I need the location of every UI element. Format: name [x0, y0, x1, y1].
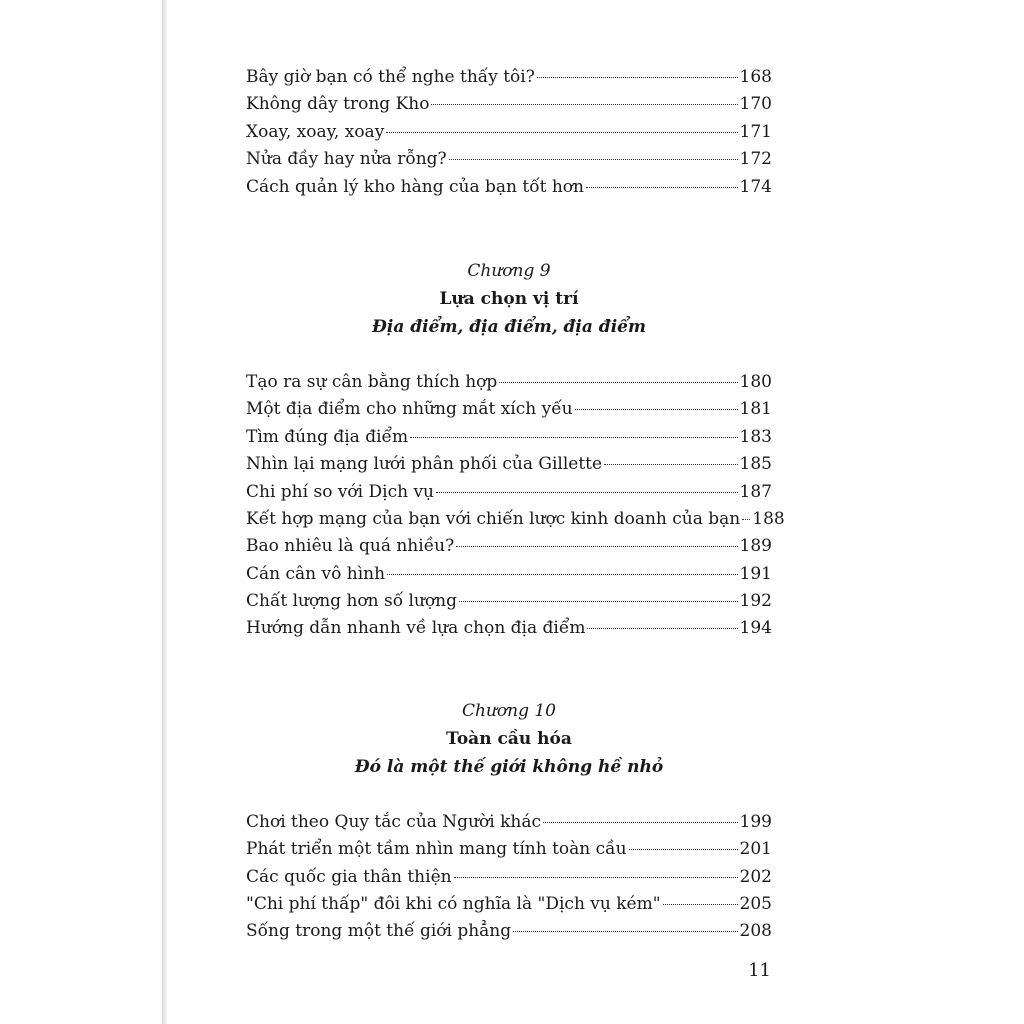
toc-leader-dots [587, 628, 737, 629]
toc-entry [246, 396, 772, 423]
toc-entry-page: 202 [739, 866, 772, 887]
toc-entry-page: 168 [739, 67, 772, 87]
table-of-contents [246, 64, 785, 946]
toc-entry-page: 172 [739, 149, 772, 170]
toc-leader-dots [387, 574, 738, 575]
toc-entry [246, 479, 772, 506]
toc-entry-page: 171 [739, 121, 772, 142]
toc-entry-title: Cán cân vô hình [246, 563, 386, 584]
toc-section-top [246, 64, 772, 201]
toc-entry [246, 891, 772, 918]
toc-entry [246, 91, 772, 118]
toc-entry-title: Phát triển một tầm nhìn mang tính toàn cầu [246, 839, 627, 860]
toc-leader-dots [436, 492, 738, 493]
toc-entry-title: Sống trong một thế giới phẳng [246, 921, 512, 942]
toc-leader-dots [459, 601, 738, 602]
toc-entry-title: Không dây trong Kho [246, 94, 430, 115]
toc-entry [246, 809, 772, 836]
toc-entry-title: Cách quản lý kho hàng của bạn tốt hơn [246, 176, 584, 197]
toc-entry-title: Tìm đúng địa điểm [246, 426, 409, 447]
toc-entry [246, 588, 772, 615]
toc-entry-page: 181 [739, 399, 772, 420]
toc-entry [246, 561, 772, 588]
toc-leader-dots [742, 519, 750, 520]
toc-entry-page: 174 [739, 176, 772, 197]
toc-entry [246, 146, 772, 173]
toc-entry-title: Bao nhiêu là quá nhiều? [246, 536, 455, 557]
toc-entry-title: Tạo ra sự cân bằng thích hợp [246, 371, 498, 392]
chapter-10-heading [246, 697, 772, 781]
toc-entry [246, 506, 785, 533]
toc-entry-page: 201 [739, 839, 772, 860]
toc-entry-title: Xoay, xoay, xoay [246, 121, 385, 142]
toc-entry-page: 199 [739, 811, 772, 832]
toc-entry [246, 369, 772, 396]
toc-entry [246, 64, 772, 91]
toc-entry [246, 174, 772, 201]
toc-entry-title: Kết hợp mạng của bạn với chiến lược kinh doanh của bạn [246, 508, 741, 529]
toc-entry-page: 180 [739, 371, 772, 392]
toc-entry-title: "Chi phí thấp" đôi khi có nghĩa là "Dịch vụ kém" [246, 894, 661, 915]
toc-entry-page: 170 [739, 94, 772, 115]
toc-leader-dots [543, 822, 738, 823]
toc-leader-dots [537, 77, 738, 78]
toc-entry [246, 119, 772, 146]
toc-entry-title: Nhìn lại mạng lưới phân phối của Gillette [246, 454, 603, 475]
toc-entry-page: 188 [752, 508, 785, 529]
chapter-subtitle: Đó là một thế giới không hề nhỏ [354, 756, 664, 777]
toc-leader-dots [499, 382, 737, 383]
toc-entry-page: 192 [739, 591, 772, 612]
toc-section-chapter-10 [246, 809, 772, 946]
toc-entry-title: Chơi theo Quy tắc của Người khác [246, 811, 541, 832]
toc-entry-title: Chất lượng hơn số lượng [246, 591, 457, 612]
toc-entry [246, 918, 772, 945]
toc-entry-title: Các quốc gia thân thiện [246, 866, 452, 887]
toc-leader-dots [513, 931, 737, 932]
chapter-number: Chương 9 [467, 260, 551, 281]
chapter-subtitle: Địa điểm, địa điểm, địa điểm [372, 316, 646, 337]
toc-entry-title: Một địa điểm cho những mắt xích yếu [246, 399, 573, 420]
chapter-title: Lựa chọn vị trí [439, 288, 579, 309]
toc-leader-dots [586, 187, 738, 188]
toc-entry-title: Nửa đầy hay nửa rỗng? [246, 149, 447, 170]
toc-entry-title: Bây giờ bạn có thể nghe thấy tôi? [246, 67, 535, 87]
toc-entry [246, 615, 772, 642]
toc-leader-dots [629, 849, 738, 850]
toc-entry-page: 183 [739, 426, 772, 447]
toc-leader-dots [456, 546, 737, 547]
toc-entry [246, 836, 772, 863]
toc-entry [246, 451, 772, 478]
toc-leader-dots [386, 132, 737, 133]
toc-entry-page: 194 [739, 618, 772, 639]
toc-entry-page: 187 [739, 481, 772, 502]
chapter-9-heading [246, 257, 772, 341]
toc-entry [246, 424, 772, 451]
toc-entry-page: 189 [739, 536, 772, 557]
toc-leader-dots [604, 464, 737, 465]
toc-entry-page: 191 [739, 563, 772, 584]
chapter-number: Chương 10 [461, 700, 556, 721]
toc-leader-dots [431, 104, 737, 105]
toc-entry [246, 864, 772, 891]
toc-leader-dots [449, 159, 738, 160]
toc-entry-page: 205 [739, 894, 772, 915]
toc-entry-page: 208 [739, 921, 772, 942]
toc-leader-dots [410, 437, 737, 438]
toc-section-chapter-9 [246, 369, 785, 643]
toc-leader-dots [454, 877, 738, 878]
toc-leader-dots [663, 904, 738, 905]
chapter-title: Toàn cầu hóa [446, 728, 572, 749]
toc-entry-title: Chi phí so với Dịch vụ [246, 481, 435, 502]
page-binding-edge [162, 0, 168, 1024]
toc-entry-title: Hướng dẫn nhanh về lựa chọn địa điểm [246, 618, 586, 639]
toc-leader-dots [575, 409, 738, 410]
toc-entry [246, 533, 772, 560]
toc-entry-page: 185 [739, 454, 772, 475]
page-number: 11 [748, 960, 771, 981]
